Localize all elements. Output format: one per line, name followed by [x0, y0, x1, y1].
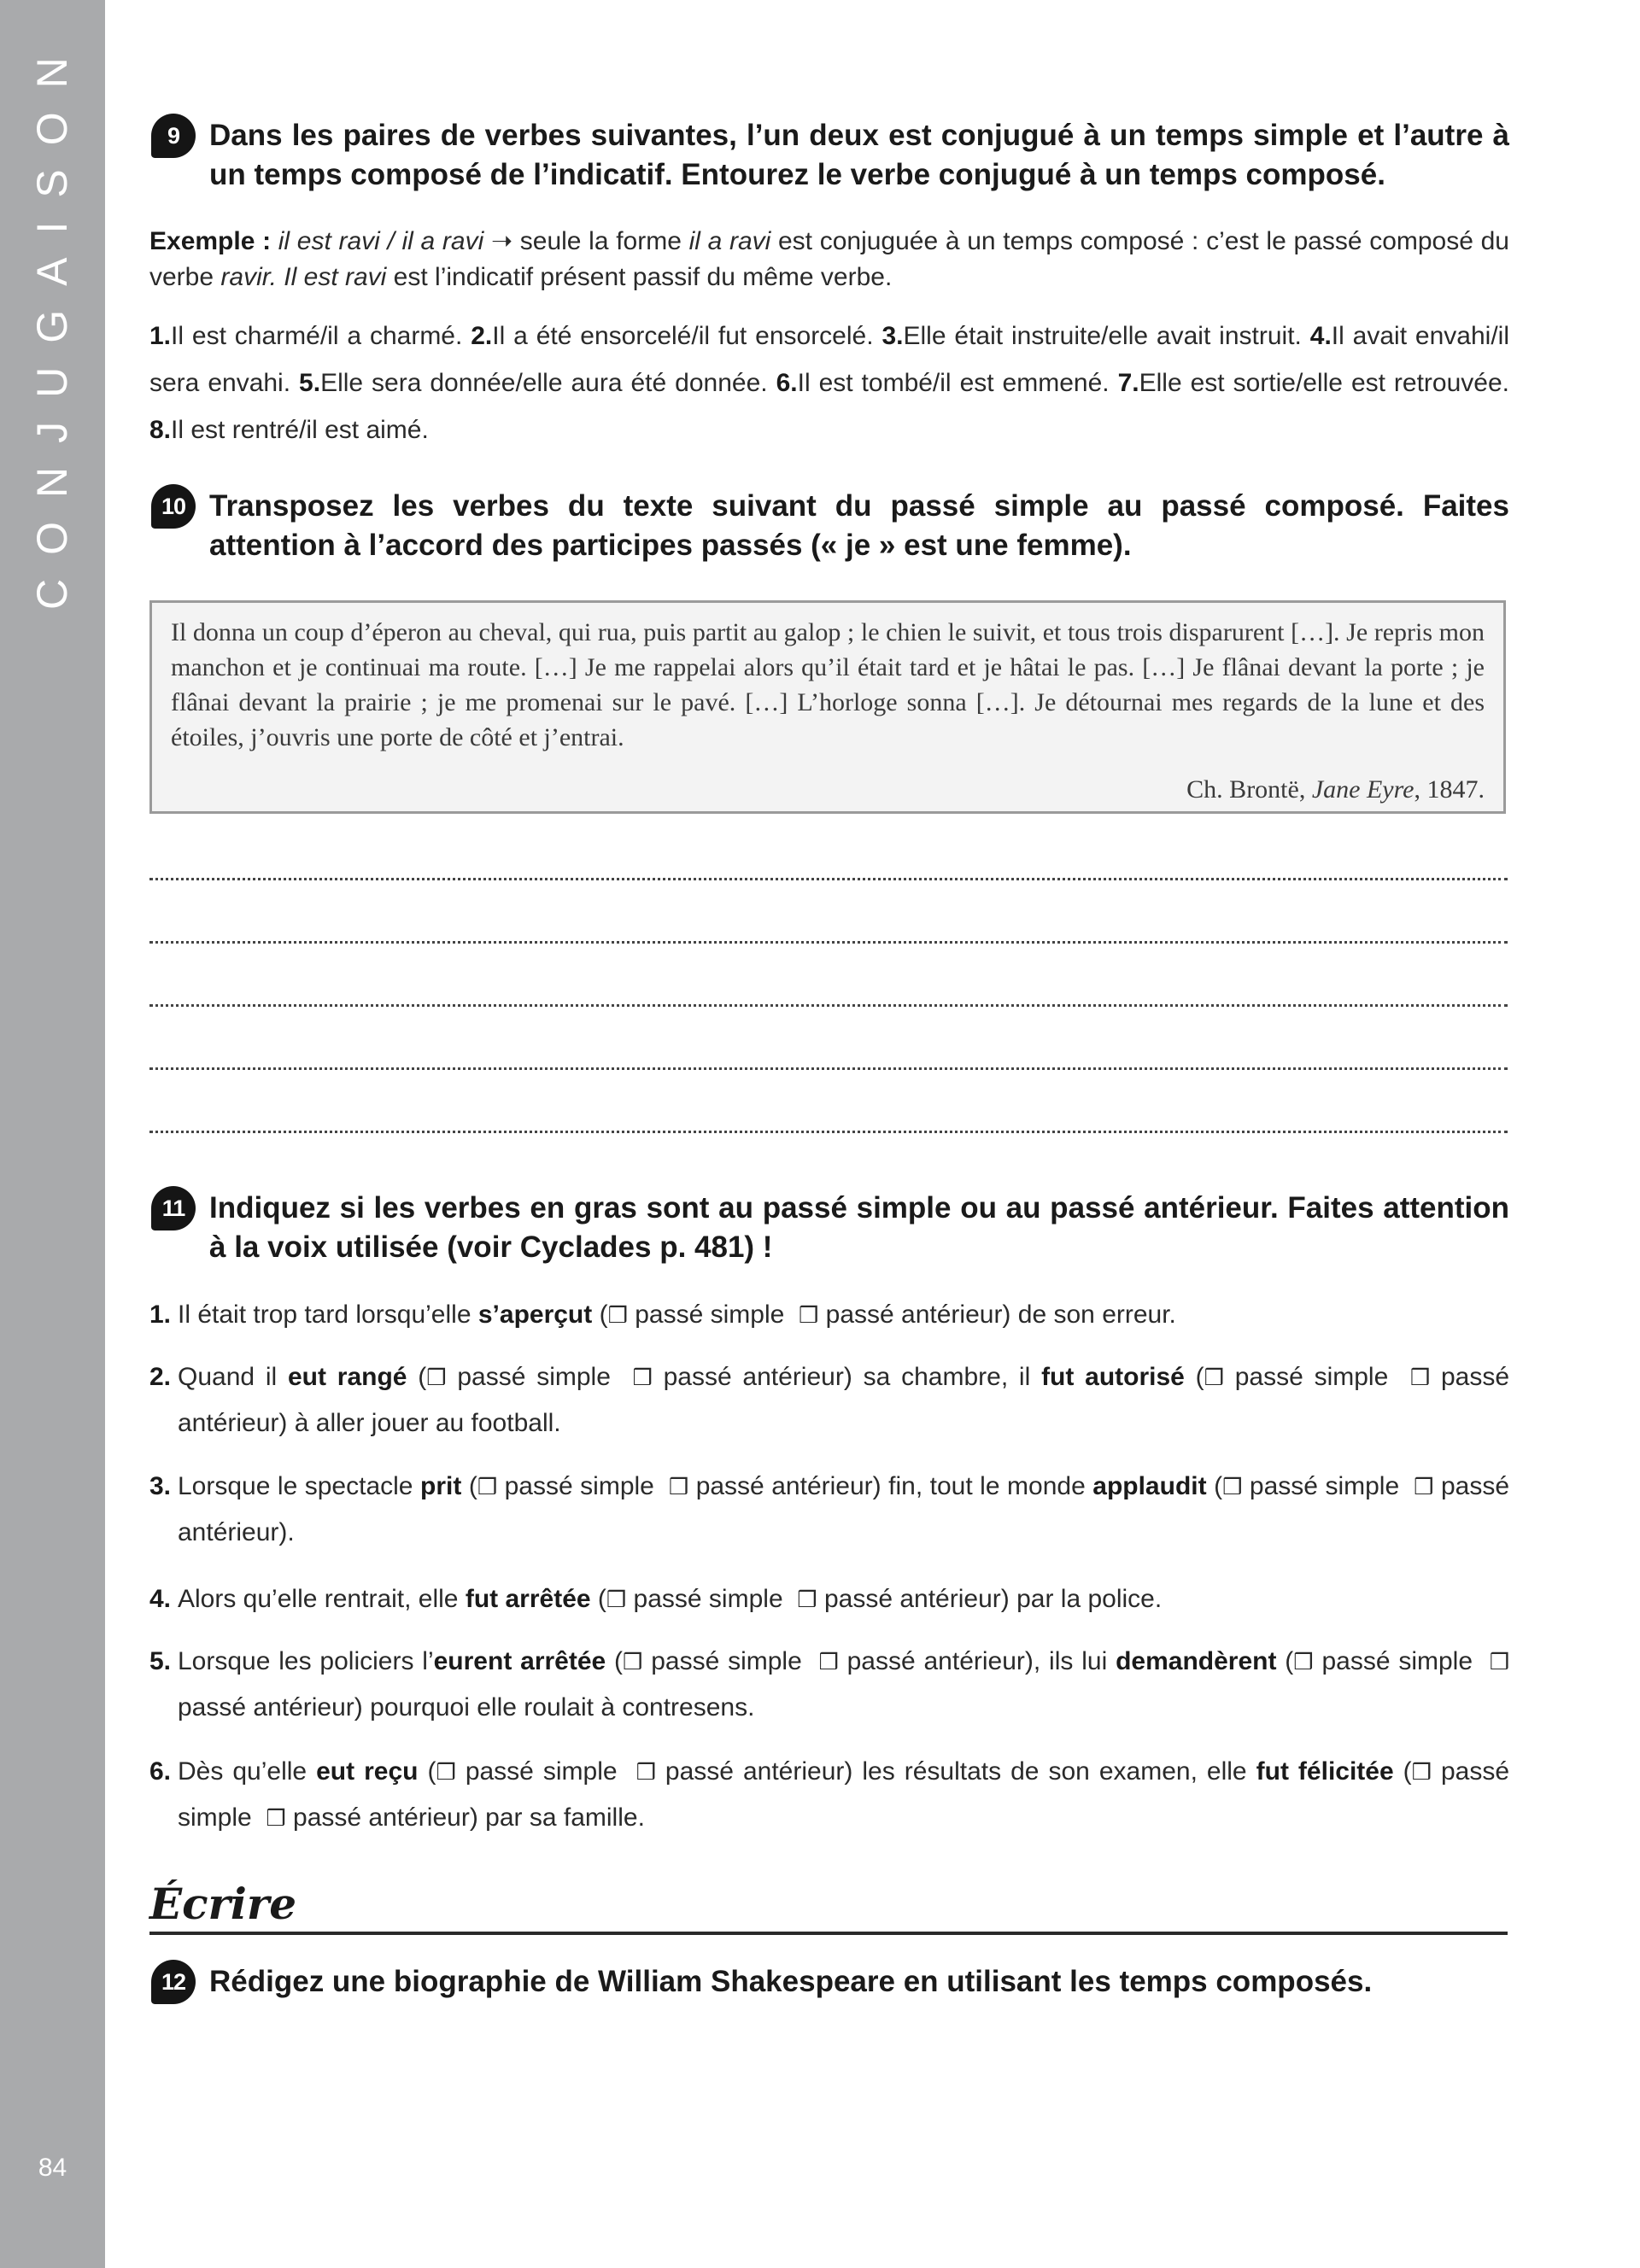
page-number: 84 — [38, 2154, 67, 2182]
checkbox-icon[interactable]: ❒ — [818, 1649, 839, 1675]
exercise-number-badge: 11 — [151, 1186, 196, 1230]
answer-line[interactable] — [149, 941, 1508, 944]
exercise-12-header — [149, 1962, 1509, 2002]
checkbox-icon[interactable]: ❒ — [436, 1759, 456, 1785]
exercise-number-badge: 9 — [151, 114, 196, 158]
sidebar — [0, 0, 105, 2268]
exercise-11-header — [149, 1189, 1509, 1267]
exercise-10-instruction: Transposez les verbes du texte suivant du passé simple au passé composé. Faites attention à l’accord des participes passés (« je » est une femme). — [209, 489, 1509, 562]
exercise-10 — [149, 487, 1509, 565]
checkbox-icon[interactable]: ❒ — [477, 1474, 498, 1499]
exercise-9-items: 1.Il est charmé/il a charmé. 2.Il a été ensorcelé/il fut ensorcelé. 3.Elle était instruite/elle avait instruit. 4.Il avait envahi/il sera envahi. 5.Elle sera donnée/elle aura été donnée. 6.Il est tombé/il est emmené. 7.Elle est sortie/elle est retrouvée. 8.Il est rentré/il est aimé. — [149, 322, 1509, 444]
checkbox-icon[interactable]: ❒ — [632, 1365, 653, 1390]
exercise-11 — [149, 1189, 1509, 1267]
exercise-12-instruction: Rédigez une biographie de William Shakespeare en utilisant les temps composés. — [209, 1965, 1373, 1998]
exercise-10-header — [149, 487, 1509, 565]
checkbox-icon[interactable]: ❒ — [1222, 1474, 1243, 1499]
checkbox-icon[interactable]: ❒ — [1293, 1649, 1314, 1675]
checkbox-icon[interactable]: ❒ — [1204, 1365, 1224, 1390]
exercise-12 — [149, 1962, 1509, 2002]
checkbox-icon[interactable]: ❒ — [623, 1649, 643, 1675]
exercise-number-badge: 10 — [151, 484, 196, 529]
checkbox-icon[interactable]: ❒ — [1414, 1474, 1434, 1499]
answer-line[interactable] — [149, 878, 1508, 880]
literary-excerpt-box — [149, 600, 1506, 814]
exercise-11-instruction: Indiquez si les verbes en gras sont au passé simple ou au passé antérieur. Faites attention à la voix utilisée (voir Cyclades p. 481) ! — [209, 1191, 1509, 1264]
answer-line[interactable] — [149, 1131, 1508, 1133]
exercise-number-badge: 12 — [151, 1960, 196, 2004]
exercise-9-example: Exemple : il est ravi / il a ravi ➝ seule la forme il a ravi est conjuguée à un temps composé : c’est le passé composé du verbe ravir. Il est ravi est l’indicatif présent passif du même verbe. — [149, 227, 1509, 291]
exercise-11-item-5: 5. Lorsque les policiers l’eurent arrêtée (❒ passé simple ❒ passé antérieur), ils lui demandèrent (❒ passé simple ❒ passé antérieur) pourquoi elle roulait à contresens. — [149, 1647, 1510, 1721]
section-title-vertical: CONJUGAISON — [28, 33, 76, 610]
exercise-11-item-2: 2. Quand il eut rangé (❒ passé simple ❒ passé antérieur) sa chambre, il fut autorisé (❒ passé simple ❒ passé antérieur) à aller jouer au football. — [149, 1363, 1510, 1437]
exercise-11-item-6: 6. Dès qu’elle eut reçu (❒ passé simple ❒ passé antérieur) les résultats de son examen, elle fut félicitée (❒ passé simple ❒ passé antérieur) par sa famille. — [149, 1757, 1510, 1832]
checkbox-icon[interactable]: ❒ — [668, 1474, 689, 1499]
checkbox-icon[interactable]: ❒ — [606, 1587, 627, 1612]
checkbox-icon[interactable]: ❒ — [266, 1805, 286, 1831]
checkbox-icon[interactable]: ❒ — [1411, 1759, 1432, 1785]
exercise-11-item-1: 1. Il était trop tard lorsqu’elle s’aperçut (❒ passé simple ❒ passé antérieur) de son erreur. — [149, 1301, 1176, 1329]
excerpt-text: Il donna un coup d’éperon au cheval, qui rua, puis partit au galop ; le chien le suivit, et tous trois disparurent […]. Je repris mon manchon et je continuai ma route. […] Je me rappelai alors qu’il était tard et je hâtai le pas. […] Je flânai devant la porte ; je flânai devant la prairie ; je me promenai sur le pavé. […] L’horloge sonna […]. Je détournai mes regards de la lune et des étoiles, j’ouvris une porte de côté et j’entrai. — [171, 618, 1485, 751]
excerpt-source: Ch. Brontë, Jane Eyre, 1847. — [1186, 775, 1485, 804]
checkbox-icon[interactable]: ❒ — [1489, 1649, 1510, 1675]
checkbox-icon[interactable]: ❒ — [797, 1587, 817, 1612]
answer-line[interactable] — [149, 1067, 1508, 1070]
checkbox-icon[interactable]: ❒ — [1409, 1365, 1431, 1390]
exercise-9 — [149, 116, 1509, 453]
checkbox-icon[interactable]: ❒ — [426, 1365, 447, 1390]
exercise-9-instruction: Dans les paires de verbes suivantes, l’un deux est conjugué à un temps simple et l’autre à un temps composé de l’indicatif. Entourez le verbe conjugué à un temps composé. — [209, 119, 1509, 191]
section-heading-ecrire: Écrire — [149, 1879, 297, 1929]
section-divider — [149, 1932, 1508, 1935]
exercise-9-header — [149, 116, 1509, 195]
checkbox-icon[interactable]: ❒ — [798, 1302, 819, 1328]
checkbox-icon[interactable]: ❒ — [636, 1759, 656, 1785]
checkbox-icon[interactable]: ❒ — [607, 1302, 628, 1328]
exercise-11-item-4: 4. Alors qu’elle rentrait, elle fut arrêtée (❒ passé simple ❒ passé antérieur) par la police. — [149, 1585, 1163, 1613]
answer-line[interactable] — [149, 1004, 1508, 1007]
exercise-11-item-3: 3. Lorsque le spectacle prit (❒ passé simple ❒ passé antérieur) fin, tout le monde applaudit (❒ passé simple ❒ passé antérieur). — [149, 1472, 1510, 1546]
